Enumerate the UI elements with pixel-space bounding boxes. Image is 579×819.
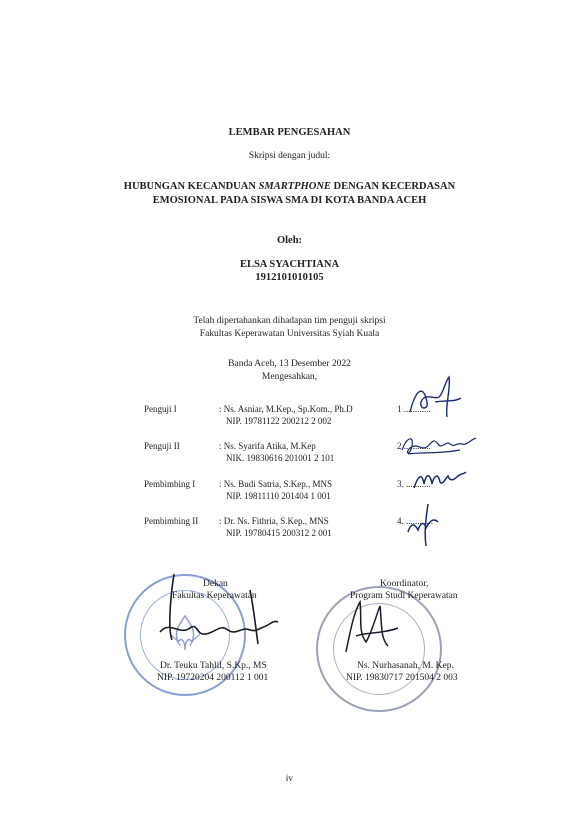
dean-name: Dr. Teuku Tahlil, S.Kp., MS: [160, 661, 267, 671]
place-date: Banda Aceh, 13 Desember 2022: [228, 359, 351, 369]
author-name: ELSA SYACHTIANA: [239, 259, 340, 270]
title-part-post: DENGAN KECERDASAN: [330, 181, 456, 192]
signature-line: 1 ............: [397, 404, 431, 414]
approval-label: Mengesahkan,: [261, 372, 318, 382]
thesis-title-line1: [0, 181, 579, 192]
coordinator-title: Koordinator,: [380, 579, 429, 589]
signature-3: [412, 466, 468, 492]
signature-line: 4. ............: [397, 516, 433, 526]
subheading: Skripsi dengan judul:: [248, 151, 331, 161]
page-number: iv: [285, 774, 294, 784]
signature-1: [405, 372, 465, 422]
dean-id: NIP. 19720204 200112 1 001: [157, 673, 269, 683]
examiner-name: : Ns. Asniar, M.Kep., Sp.Kom., Ph.D: [219, 404, 353, 414]
examiner-name: : Ns. Syarifa Atika, M.Kep: [219, 441, 316, 451]
examiner-id: NIP. 19781122 200212 2 002: [226, 416, 332, 426]
examiner-name: : Dr. Ns. Fithria, S.Kep., MNS: [219, 516, 329, 526]
author-npm: 1912101010105: [255, 272, 324, 283]
coordinator-unit: Program Studi Keperawatan: [350, 591, 458, 601]
defense-line2: Fakultas Keperawatan Universitas Syiah Kuala: [199, 329, 380, 339]
coordinator-name: Ns. Nurhasanah, M. Kep.: [357, 661, 454, 671]
signature-line: 3. ...........: [397, 479, 431, 489]
title-part-italic: SMARTPHONE: [258, 181, 331, 192]
examiner-role: Pembimbing I: [144, 479, 196, 489]
thesis-title-line2: EMOSIONAL PADA SISWA SMA DI KOTA BANDA ACEH: [152, 195, 427, 206]
examiner-role: Pembimbing II: [144, 516, 199, 526]
defense-line1: Telah dipertahankan dihadapan tim penguji skripsi: [193, 316, 386, 326]
signature-line: 2.............: [397, 441, 431, 451]
dean-signature: [150, 570, 280, 660]
examiner-name: : Ns. Budi Satria, S.Kep., MNS: [219, 479, 333, 489]
coordinator-id: NIP. 19830717 201504 2 003: [346, 673, 458, 683]
signature-2: [400, 428, 478, 460]
page-heading: LEMBAR PENGESAHAN: [228, 127, 351, 138]
signature-4: [404, 500, 444, 550]
examiner-id: NIK. 19830616 201001 2 101: [226, 453, 335, 463]
examiner-id: NIP. 19811110 201404 1 001: [226, 491, 331, 501]
dean-title: Dekan: [203, 579, 228, 589]
oleh-label: Oleh:: [276, 235, 303, 246]
title-part-pre: HUBUNGAN KECANDUAN: [123, 181, 259, 192]
coordinator-signature: [336, 592, 416, 662]
examiner-role: Penguji I: [144, 404, 177, 414]
dean-unit: Fakultas Keperawatan: [172, 591, 257, 601]
examiner-role: Penguji II: [144, 441, 180, 451]
examiner-id: NIP. 19780415 200312 2 001: [226, 528, 332, 538]
